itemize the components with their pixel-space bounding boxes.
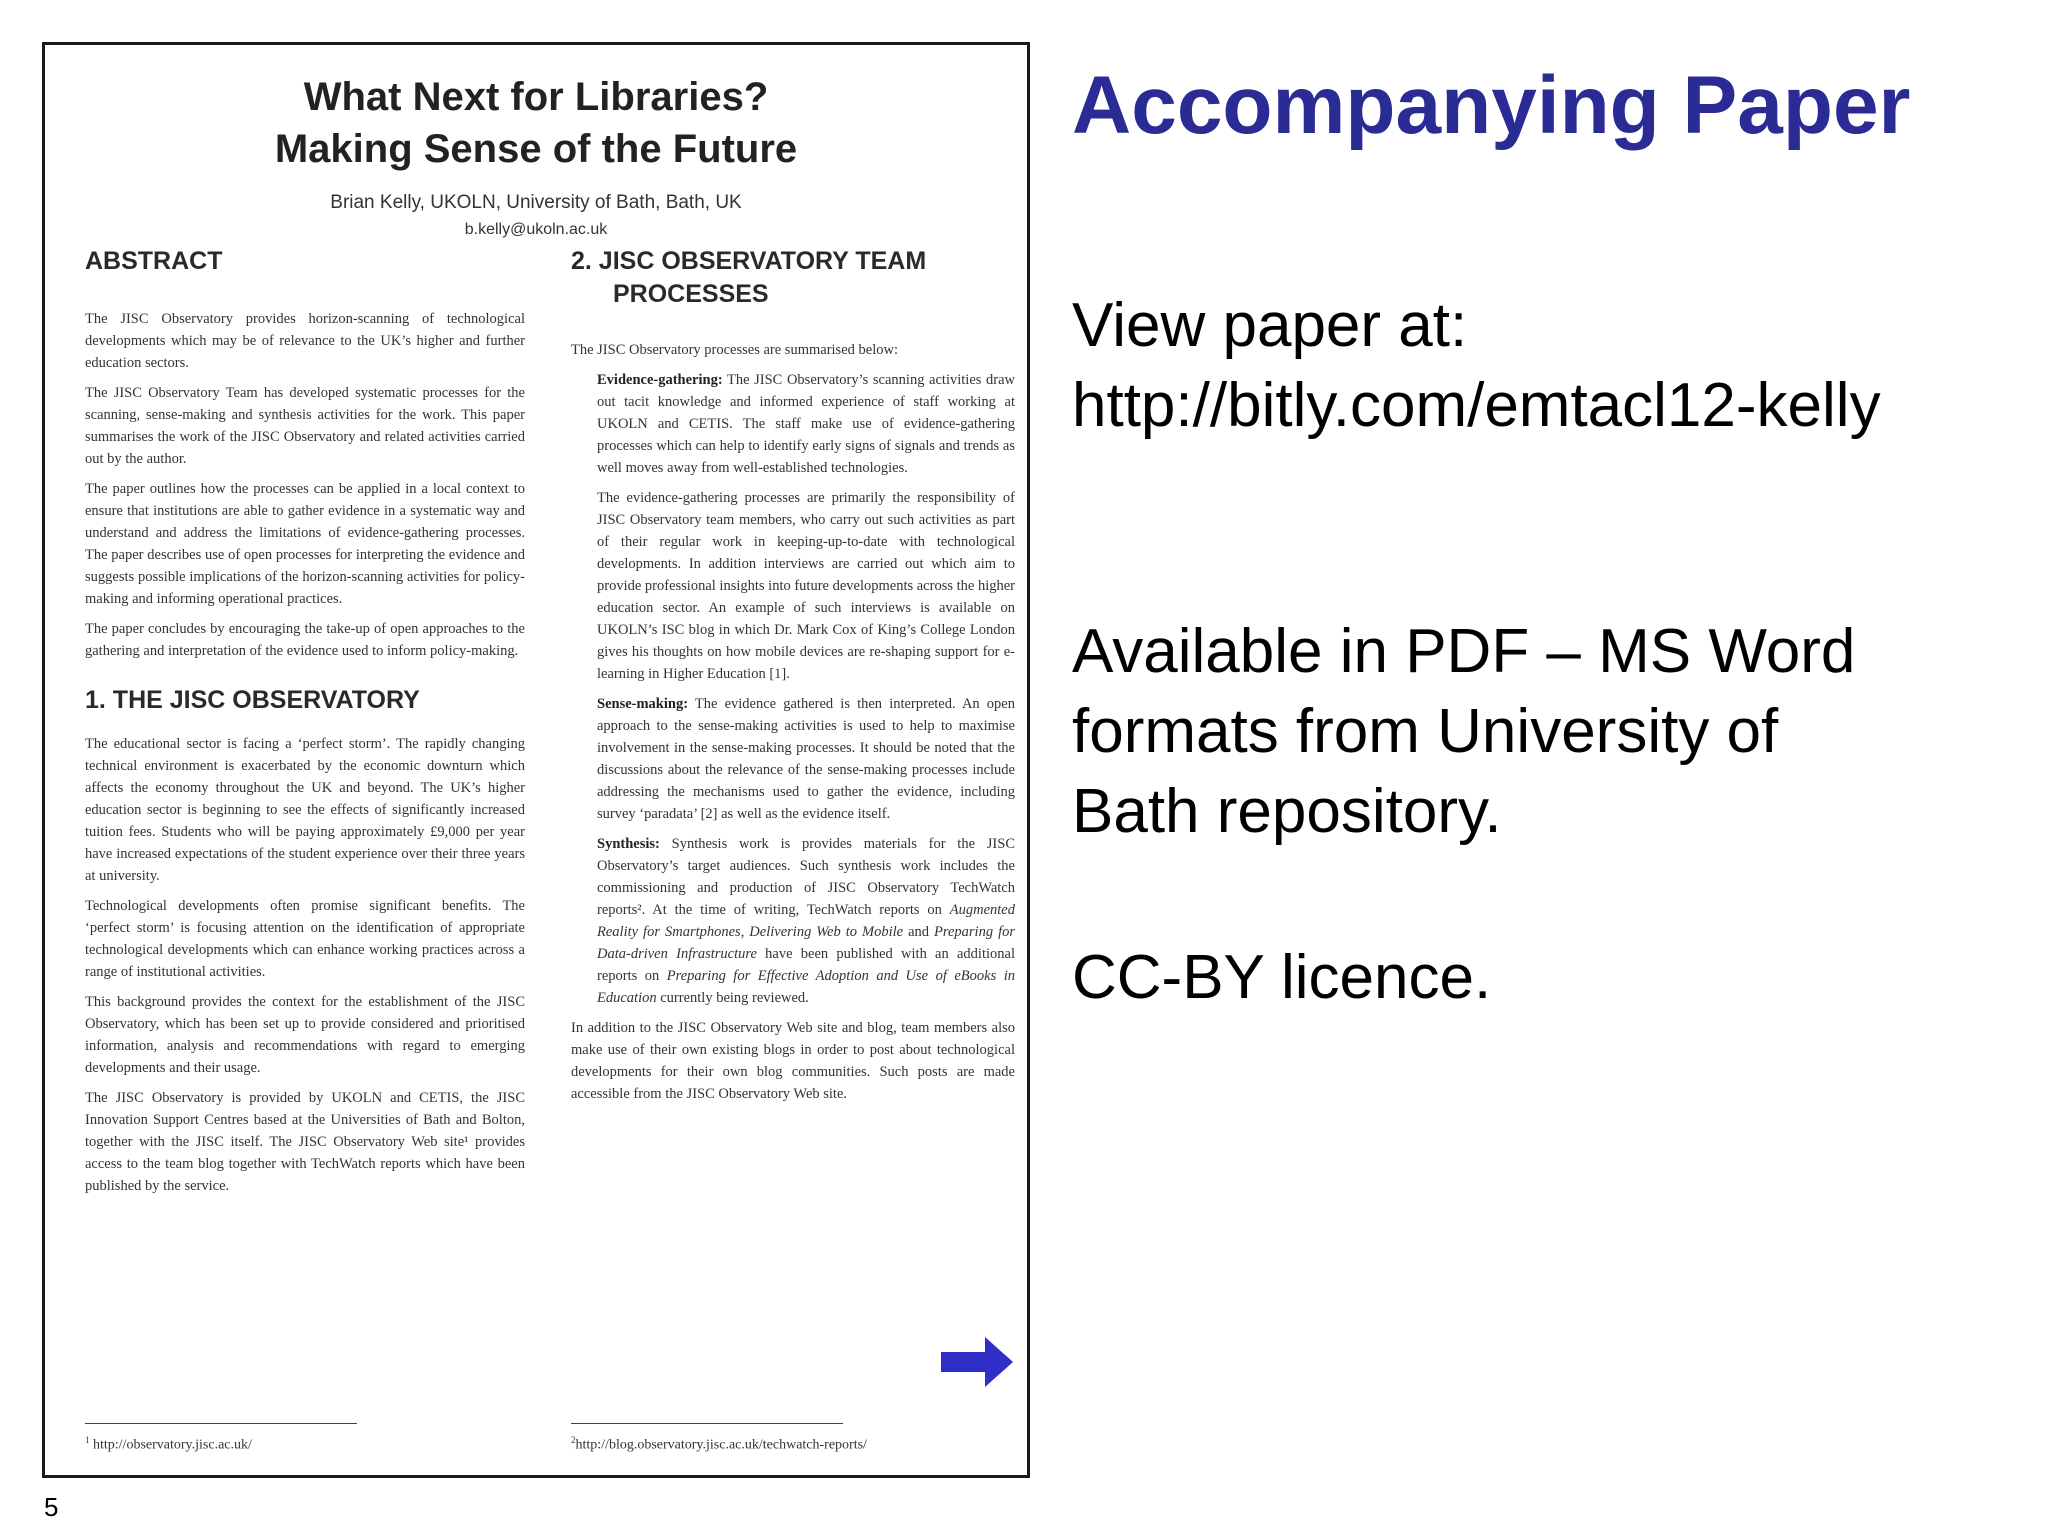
footnote-1-text: http://observatory.jisc.ac.uk/ <box>93 1437 252 1453</box>
footnote-rule-left <box>85 1423 357 1424</box>
paper-author: Brian Kelly, UKOLN, University of Bath, Bath, UK <box>330 192 742 213</box>
footnote-rule-right <box>571 1423 843 1424</box>
abstract-paragraph: The JISC Observatory provides horizon-scanning of technological developments which may be of relevance to the UK’s higher and further education sectors. <box>85 311 525 371</box>
sense-making-paragraph <box>597 693 1015 825</box>
abstract-heading: ABSTRACT <box>85 247 223 275</box>
section1-paragraph: The educational sector is facing a ‘perfect storm’. The rapidly changing technical environment is exacerbated by the economic downturn which affects the economy throughout the UK and beyond. The UK’s higher education sector is beginning to see the effects of significantly increased tuition fees. Students who will be paying approximately £9,000 per year have increased expectations of the student experience over their three years at university. <box>85 736 525 884</box>
synthesis-italic: Preparing for Effective Adoption and Use of eBooks in Education <box>597 968 1015 1006</box>
view-paper-label: View paper at: <box>1072 291 1468 360</box>
sense-making-text: The evidence gathered is then interpreted. An open approach to the sense-making activities is used to help to maximise involvement in the sense-making processes. It should be noted that the discussions about the relevance of the sense-making processes include addressing the mechanisms used to gather the evidence, including survey ‘paradata’ [2] as well as the evidence itself. <box>597 696 1015 822</box>
evidence-text: The JISC Observatory’s scanning activities draw out tacit knowledge and informed experience of staff working at UKOLN and CETIS. The staff make use of evidence-gathering processes which can help to identify early signs of signals and trends as well moves away from well-established technologies. <box>597 372 1015 476</box>
synthesis-text: currently being reviewed. <box>656 990 809 1006</box>
section1-paragraph: The JISC Observatory is provided by UKOLN and CETIS, the JISC Innovation Support Centres based at the Universities of Bath and Bolton, together with the JISC itself. The JISC Observatory Web site¹ provides access to the team blog together with TechWatch reports which have been published by the service. <box>85 1090 525 1194</box>
section1-paragraph: This background provides the context for the establishment of the JISC Observatory, which has been set up to provide considered and prioritised information, analysis and recommendations with regard to emerging developments and their usage. <box>85 994 525 1076</box>
abstract-paragraph: The JISC Observatory Team has developed systematic processes for the scanning, sense-making and synthesis activities for the work. This paper summarises the work of the JISC Observatory and related activities carried out by the author. <box>85 385 525 467</box>
paper-right-column <box>571 245 1015 1113</box>
synthesis-text: Synthesis work is provides materials for the JISC Observatory’s target audiences. Such synthesis work includes the commissioning and production of JISC Observatory TechWatch reports². At the time of writing, TechWatch reports on <box>597 836 1015 918</box>
paper-thumbnail <box>42 42 1030 1478</box>
paper-header <box>45 71 1027 243</box>
paper-url-link[interactable]: http://bitly.com/emtacl12-kelly <box>1072 371 1881 440</box>
footnote-2-mark: 2 <box>571 1435 576 1445</box>
footnote-1 <box>85 1435 252 1454</box>
footnote-1-mark: 1 <box>85 1435 90 1445</box>
sense-making-label: Sense-making: <box>597 696 689 712</box>
evidence-paragraph-2: The evidence-gathering processes are primarily the responsibility of JISC Observatory team members, who carry out such activities as part of their regular work in keeping-up-to-date with technological developments. In addition interviews are carried out which aim to provide professional insights into future developments across the higher education sector. An example of such interviews is available on UKOLN’s ISC blog in which Dr. Mark Cox of King’s College London gives his thoughts on how mobile devices are re-shaping support for e-learning in Higher Education [1]. <box>597 490 1015 682</box>
availability-line-3: Bath repository. <box>1072 777 1502 846</box>
licence-text: CC-BY licence. <box>1072 943 1492 1012</box>
paper-email: b.kelly@ukoln.ac.uk <box>464 221 608 238</box>
next-arrow-icon[interactable] <box>941 1337 1013 1387</box>
section1-heading: 1. THE JISC OBSERVATORY <box>85 686 420 714</box>
paper-title-line1: What Next for Libraries? <box>303 75 769 119</box>
synthesis-text: and <box>903 924 935 940</box>
paper-left-column <box>85 245 525 1205</box>
abstract-paragraph: The paper outlines how the processes can be applied in a local context to ensure that institutions are able to gather evidence in a systematic way and understand and address the limitations of evidence-gathering processes. The paper describes use of open processes for interpreting the evidence and suggests possible implications of the horizon-scanning activities for policy-making and informing operational practices. <box>85 481 525 607</box>
abstract-paragraph: The paper concludes by encouraging the take-up of open approaches to the gathering and interpretation of the evidence used to inform policy-making. <box>85 621 525 659</box>
availability-line-2: formats from University of <box>1072 697 1779 766</box>
synthesis-text: have been published with an additional reports on <box>597 946 1015 984</box>
closing-paragraph: In addition to the JISC Observatory Web site and blog, team members also make use of their own existing blogs in order to post about technological developments for their own blog communities. Such posts are made accessible from the JISC Observatory Web site. <box>571 1020 1015 1102</box>
synthesis-italic: Augmented Reality for Smartphones, Delivering Web to Mobile <box>597 902 1015 940</box>
evidence-label: Evidence-gathering: <box>597 372 723 388</box>
synthesis-label: Synthesis: <box>597 836 660 852</box>
synthesis-paragraph <box>597 833 1015 1009</box>
availability-line-1: Available in PDF – MS Word <box>1072 617 1856 686</box>
footnote-2 <box>571 1435 867 1454</box>
slide-title: Accompanying Paper <box>1072 60 1911 151</box>
evidence-paragraph <box>597 369 1015 479</box>
section2-intro: The JISC Observatory processes are summarised below: <box>571 342 898 358</box>
synthesis-italic: Preparing for Data-driven Infrastructure <box>597 924 1015 962</box>
footnote-2-text: http://blog.observatory.jisc.ac.uk/techwatch-reports/ <box>575 1437 867 1453</box>
section2-heading: 2. JISC OBSERVATORY TEAM PROCESSES <box>571 247 927 308</box>
slide-number: 5 <box>44 1492 59 1522</box>
section1-paragraph: Technological developments often promise significant benefits. The ‘perfect storm’ is focusing attention on the identification of appropriate technological developments which can enhance working practices across a range of institutional activities. <box>85 898 525 980</box>
paper-title-line2: Making Sense of the Future <box>274 127 798 171</box>
